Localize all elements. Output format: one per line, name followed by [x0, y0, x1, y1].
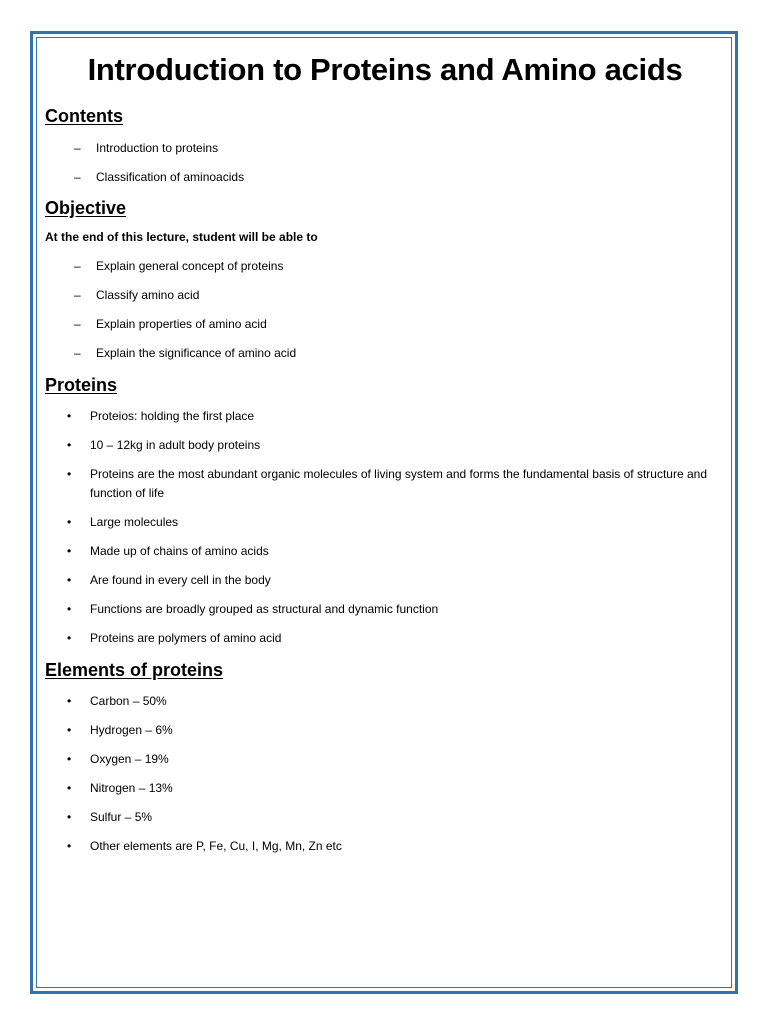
proteins-list: [45, 407, 725, 648]
elements-heading: Elements of proteins: [45, 660, 224, 680]
objective-item: [45, 345, 725, 361]
objective-item-text: Explain general concept of proteins: [96, 259, 284, 273]
proteins-item: [45, 600, 725, 619]
proteins-item: [45, 465, 725, 503]
elements-item-text: Other elements are P, Fe, Cu, I, Mg, Mn, Zn etc: [90, 839, 342, 853]
proteins-item-text: 10 – 12kg in adult body proteins: [90, 438, 261, 452]
bullet-marker: •: [67, 694, 72, 708]
elements-item: [45, 808, 725, 827]
bullet-marker: •: [67, 573, 72, 587]
bullet-marker: •: [67, 631, 72, 645]
bullet-marker: •: [67, 515, 72, 529]
elements-item: [45, 779, 725, 798]
proteins-item: [45, 513, 725, 532]
dash-marker: –: [74, 288, 81, 302]
bullet-marker: •: [67, 810, 72, 824]
proteins-item-text: Proteins are the most abundant organic molecules of living system and forms the fundamental basis of structure and function of life: [90, 467, 707, 500]
dash-marker: –: [74, 317, 81, 331]
objective-list: [45, 258, 725, 361]
proteins-item-text: Proteios: holding the first place: [90, 409, 255, 423]
elements-item: [45, 692, 725, 711]
contents-heading: Contents: [45, 106, 123, 126]
proteins-item: [45, 407, 725, 426]
proteins-item-text: Are found in every cell in the body: [90, 573, 271, 587]
objective-item: [45, 258, 725, 274]
proteins-item-text: Made up of chains of amino acids: [90, 544, 269, 558]
bullet-marker: •: [67, 839, 72, 853]
bullet-marker: •: [67, 438, 72, 452]
document-title: Introduction to Proteins and Amino acids: [87, 52, 683, 87]
bullet-marker: •: [67, 752, 72, 766]
bullet-marker: •: [67, 544, 72, 558]
elements-item-text: Oxygen – 19%: [90, 752, 169, 766]
proteins-item-text: Proteins are polymers of amino acid: [90, 631, 282, 645]
elements-item-text: Hydrogen – 6%: [90, 723, 173, 737]
elements-item-text: Nitrogen – 13%: [90, 781, 173, 795]
bullet-marker: •: [67, 602, 72, 616]
proteins-item: [45, 542, 725, 561]
contents-item-text: Classification of aminoacids: [96, 170, 245, 184]
elements-item: [45, 721, 725, 740]
bullet-marker: •: [67, 409, 72, 423]
dash-marker: –: [74, 141, 81, 155]
elements-item-text: Carbon – 50%: [90, 694, 167, 708]
bullet-marker: •: [67, 781, 72, 795]
dash-marker: –: [74, 170, 81, 184]
elements-item: [45, 750, 725, 769]
contents-list: [45, 140, 725, 185]
contents-item-text: Introduction to proteins: [96, 141, 219, 155]
elements-item-text: Sulfur – 5%: [90, 810, 153, 824]
dash-marker: –: [74, 259, 81, 273]
elements-item: [45, 837, 725, 856]
contents-item: [45, 169, 725, 185]
objective-item: [45, 316, 725, 332]
proteins-item-text: Large molecules: [90, 515, 179, 529]
proteins-item: [45, 571, 725, 590]
proteins-item-text: Functions are broadly grouped as structural and dynamic function: [90, 602, 439, 616]
proteins-heading: Proteins: [45, 375, 118, 395]
bullet-marker: •: [67, 467, 72, 481]
proteins-item: [45, 629, 725, 648]
bullet-marker: •: [67, 723, 72, 737]
objective-heading: Objective: [45, 198, 127, 218]
proteins-item: [45, 436, 725, 455]
contents-item: [45, 140, 725, 156]
objective-item-text: Explain the significance of amino acid: [96, 346, 297, 360]
document-content: [45, 50, 725, 866]
objective-intro: At the end of this lecture, student will be able to: [45, 230, 318, 244]
objective-item-text: Classify amino acid: [96, 288, 200, 302]
dash-marker: –: [74, 346, 81, 360]
objective-item: [45, 287, 725, 303]
elements-list: [45, 692, 725, 856]
objective-item-text: Explain properties of amino acid: [96, 317, 267, 331]
